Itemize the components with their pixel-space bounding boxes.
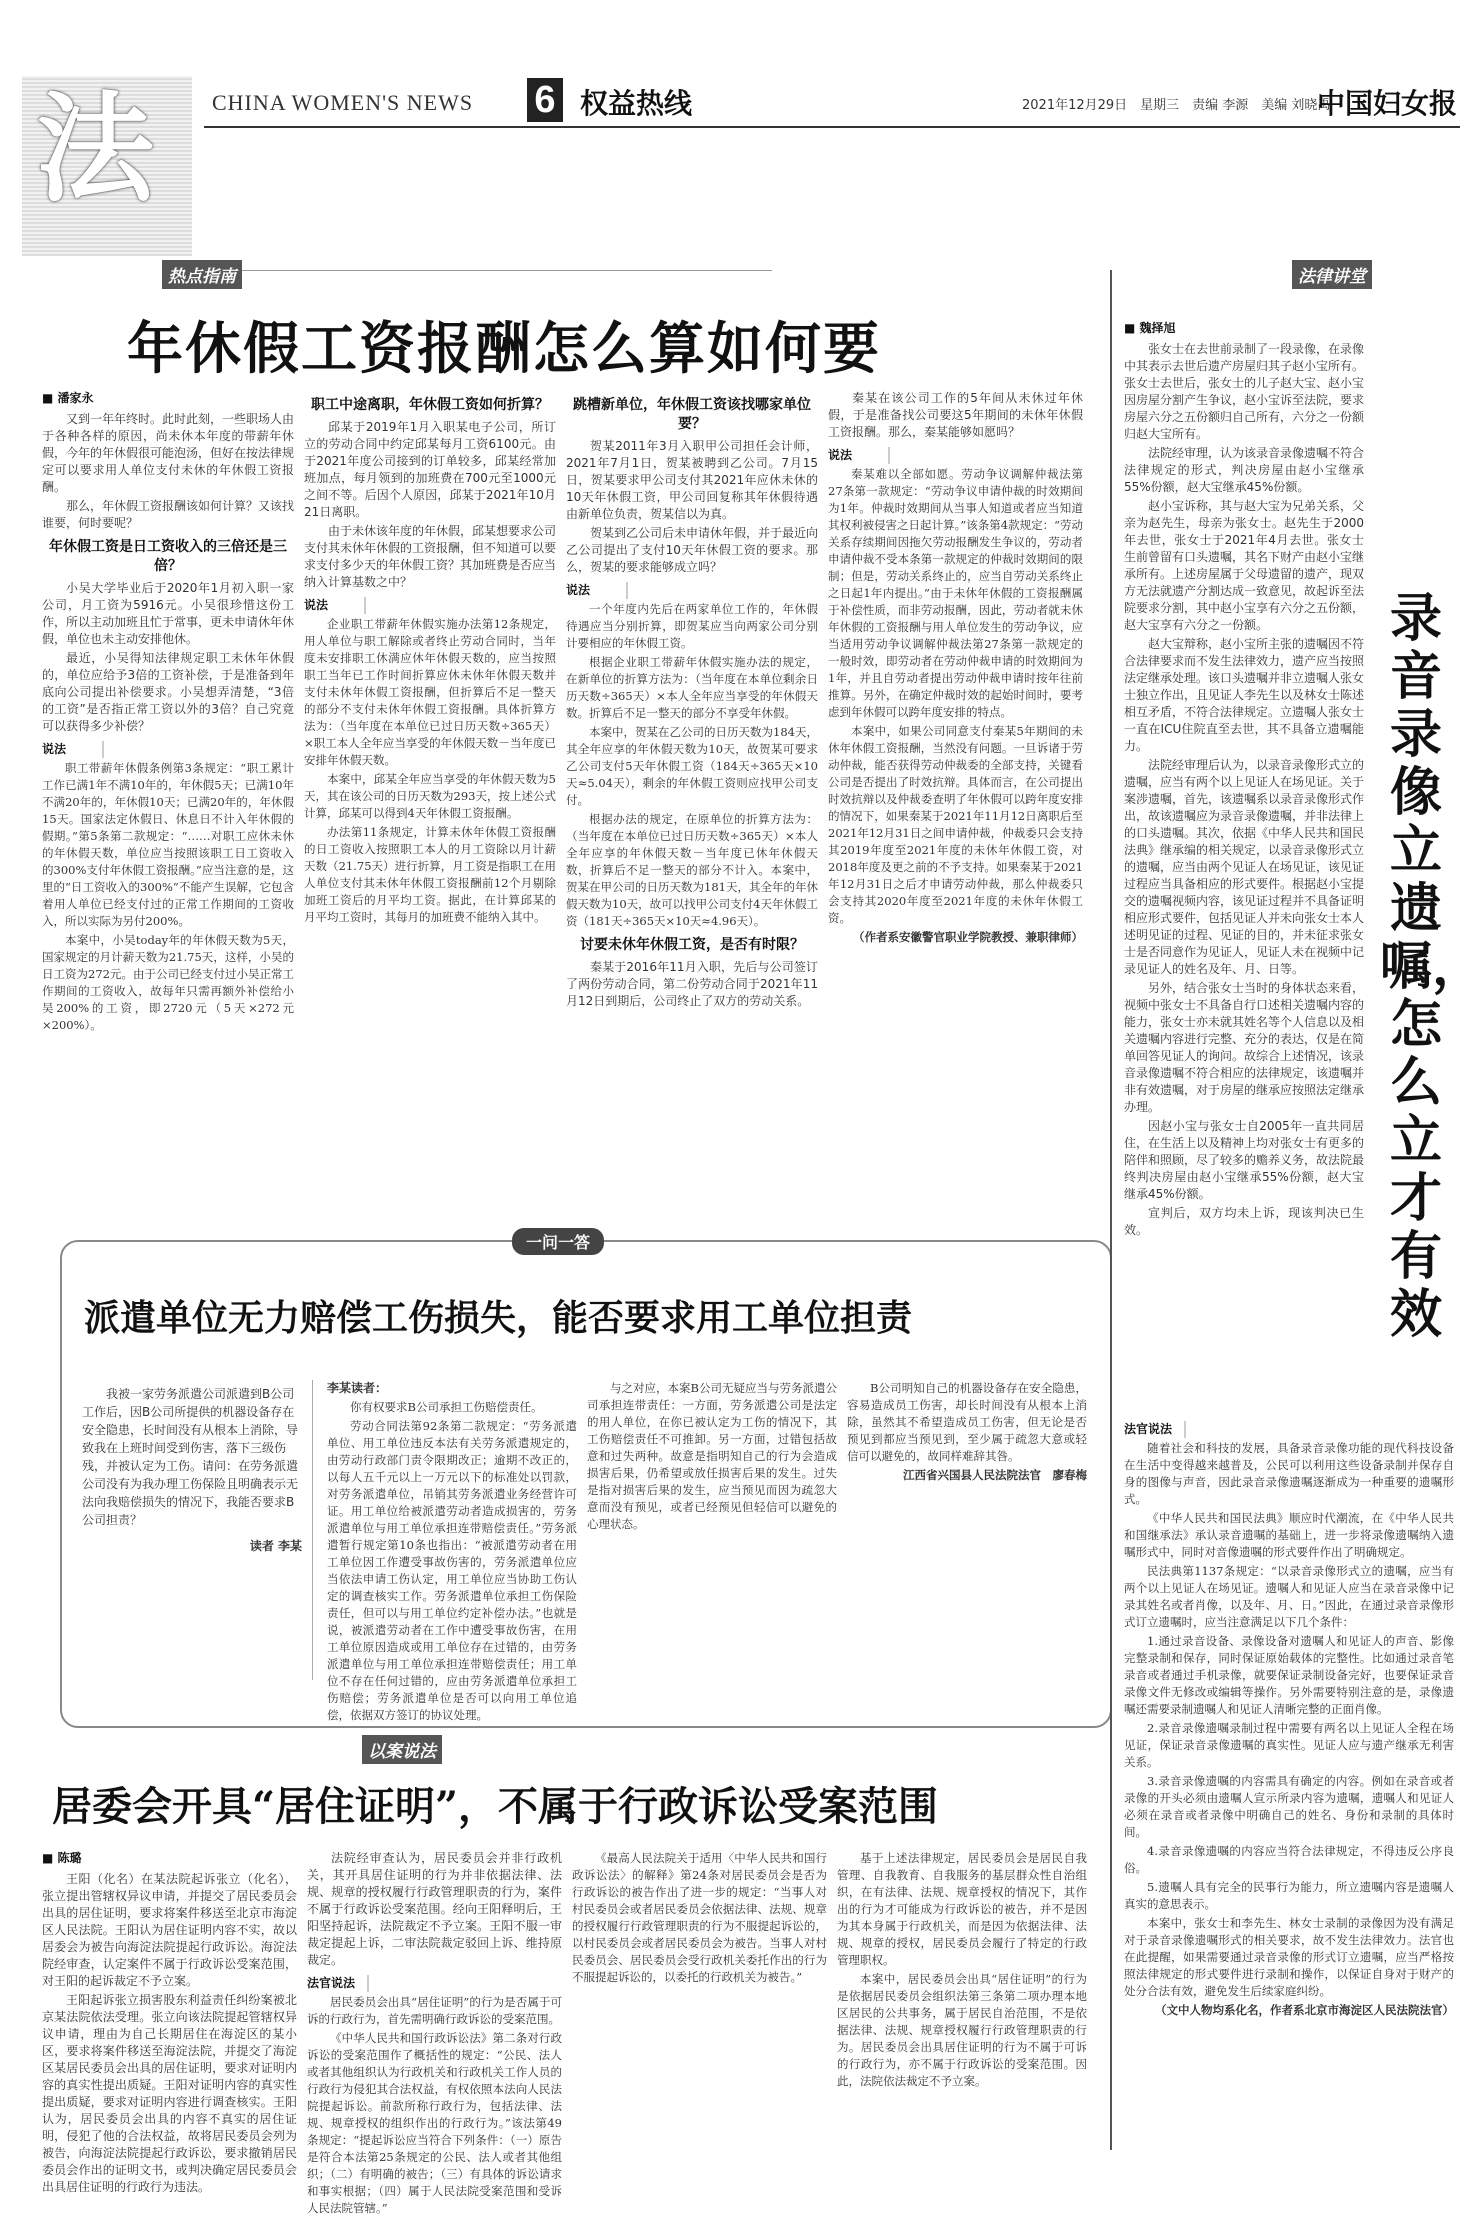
article2-col2 (587, 1380, 837, 1710)
article2-credit: 江西省兴国县人民法院法官 廖春梅 (903, 1468, 1087, 1482)
say-para: 民法典第1137条规定：“以录音录像形式立的遗嘱，应当有两个以上见证人在场见证。遗嘱人和见证人应当在录音录像中记录其姓名或者肖像，以及年、月、日。”因此，在通过录音录像形式订立遗嘱时，应当注意满足以下几个条件： (1124, 1564, 1454, 1629)
body-para: 宣判后，双方均未上诉，现该判决已生效。 (1124, 1206, 1364, 1237)
say-para: 秦某难以全部如愿。劳动争议调解仲裁法第27条第一款规定：“劳动争议申请仲裁的时效期间为1年。仲裁时效期间从当事人知道或者应当知道其权利被侵害之日起计算。”该条第4款规定：“劳动关系存续期间因拖欠劳动报酬发生争议的，劳动者申请仲裁不受本条第一款规定的仲裁时效期间的限制；但是，劳动关系终止的，应当自劳动关系终止之日起1年内提出。”由于未休年休假的工资报酬属于补偿性质，而非劳动报酬，因此，劳动者就未休年休假的工资报酬与用人单位发生的劳动争议，应当适用劳动争议调解仲裁法第27条第一款规定的一般时效，即劳动者在劳动仲裁申请的时效期间为1年，并且自劳动者提出劳动仲裁申请时按年往前推算。另外，在确定仲裁时效的起始时间时，要考虑到年休假可以跨年度安排的特点。 (828, 467, 1083, 719)
qa-divider (312, 1380, 313, 1680)
article3-tag: 以案说法 (362, 1735, 442, 1764)
say-para: 本案中，邱某全年应当享受的年休假天数为5天，其在该公司的日历天数为293天，按上述公式计算，邱某可以得到4天年休假工资报酬。 (304, 772, 556, 820)
article2-tag: 一问一答 (512, 1228, 604, 1255)
article2-col3 (847, 1380, 1087, 1710)
body-para: 赵大宝辩称，赵小宝所主张的遗嘱因不符合法律要求而不发生法律效力，遗产应当按照法定继承处理。该口头遗嘱并非立遗嘱人张女士独立作出，且见证人李先生以及林女士陈述相互矛盾，不符合法律规定。立遗嘱人张女士一直在ICU住院直至去世，其不具备立遗嘱能力。 (1124, 637, 1365, 753)
letter-text: 我被一家劳务派遣公司派遣到B公司工作后，因B公司所提供的机器设备存在安全隐患，长时间没有从根本上消除，导致我在上班时间受到伤害，落下三级伤残，并被认定为工伤。请问：在劳务派遣公司没有为我办理工伤保险且明确表示无法向我赔偿损失的情况下，我能否要求B公司担责？ (82, 1387, 299, 1527)
say-para: 本案中，居民委员会出具“居住证明”的行为是依据居民委员会组织法第三条第二项办理本地区居民的公共事务，属于居民自治范围，不是依据法律、法规、规章授权履行行政管理职责的行为。居民委员会出具居住证明的行为不属于可诉的行政行为，亦不属于行政诉讼的受案范围。因此，法院依法裁定不予立案。 (837, 1972, 1087, 2088)
article3-col1 (42, 1850, 297, 2194)
article4-title: 录音录像立遗嘱，怎么立才有效 (1380, 588, 1484, 1345)
article1-col1 (42, 390, 294, 1220)
subhead-s1: 年休假工资是日工资收入的三倍还是三倍？ (49, 539, 287, 574)
article4-author: ■ 魏择旭 (1124, 321, 1176, 335)
body-para: 秦某于2016年11月入职，先后与公司签订了两份劳动合同，第二份劳动合同于2021年11月12日到期后，公司终止了双方的劳动关系。 (566, 960, 818, 1008)
body-para: 小吴大学毕业后于2020年1月初入职一家公司，月工资为5916元。小吴很珍惜这份工作，所以主动加班且忙于常事，更未申请休年休假，单位也未主动安排他休。 (42, 581, 295, 646)
article1-author: ■ 潘家永 (42, 391, 94, 405)
section-title: 权益热线 (580, 87, 693, 120)
article3-col3 (572, 1850, 827, 2150)
say-para: 2.录音录像遗嘱录制过程中需要有两名以上见证人全程在场见证，保证录音录像遗嘱的真实性。见证人应与遗产继承无利害关系。 (1124, 1721, 1454, 1769)
say-label: 说法 (566, 582, 818, 599)
article1-col3 (566, 390, 818, 1220)
say-para: 1.通过录音设备、录像设备对遗嘱人和见证人的声音、影像完整录制和保存，同时保证原始载体的完整性。比如通过录音笔录音或者通过手机录像，就要保证录制设备完好，也要保证录音录像文件无修改或编辑等操作。另外需要特别注意的是，录像遗嘱还需要录制遗嘱人和见证人清晰完整的正面肖像。 (1124, 1634, 1454, 1716)
say-para: 本案中，小吴today年的年休假天数为5天，国家规定的月计薪天数为21.75天，这样，小吴的日工资为272元。由于公司已经支付过小吴正常工作期间的工资收入，故每年只需再额外补偿给小吴200%的工资，即2720元（5天×272元×200%）。 (42, 933, 294, 1032)
say-para: 5.遗嘱人具有完全的民事行为能力，所立遗嘱内容是遗嘱人真实的意思表示。 (1124, 1880, 1454, 1911)
say-para: 根据企业职工带薪年休假实施办法的规定，在新单位的折算方法为：（当年度在本单位剩余日历天数÷365天）×本人全年应当享受的年休假天数。折算后不足一整天的部分不享受年休假。 (566, 655, 818, 720)
say-para: 企业职工带薪年休假实施办法第12条规定，用人单位与职工解除或者终止劳动合同时，当年度未安排职工休满应休年休假天数的，应当按照职工当年已工作时间折算应休未休年休假天数并支付未休年休假工资报酬，但折算后不足一整天的部分不支付未休年休假工资报酬。具体折算方法为：（当年度在本单位已过日历天数÷365天）×职工本人全年应当享受的年休假天数－当年度已安排年休假天数。 (304, 617, 556, 767)
say-para: 基于上述法律规定，居民委员会是居民自我管理、自我教育、自我服务的基层群众性自治组织，在有法律、法规、规章授权的情况下，其作出的行为才可能成为行政诉讼的被告，并不是因为其本身属于行政机关，而是因为依据法律、法规、规章的授权，居民委员会履行了特定的行政管理职权。 (837, 1851, 1087, 1967)
say-para: 3.录音录像遗嘱的内容需具有确定的内容。例如在录音或者录像的开头必须由遗嘱人宣示所录内容为遗嘱，遗嘱人和见证人必须在录音或者录像中明确自己的姓名、身份和录制的具体时间。 (1124, 1774, 1454, 1839)
subhead-s4: 讨要未休年休假工资，是否有时限？ (580, 937, 804, 953)
say-para: 《最高人民法院关于适用〈中华人民共和国行政诉讼法〉的解释》第24条对居民委员会是否为行政诉讼的被告作出了进一步的规定：“当事人对村民委员会或者居民委员会依据法律、法规、规章的授权履行行政管理职责的行为不服提起诉讼的，以村民委员会或者居民委员会为被告。当事人对村民委员会、居民委员会受行政机关委托作出的行为不服提起诉讼的，以委托的行政机关为被告。” (572, 1851, 827, 1984)
body-para: 最近，小吴得知法律规定职工未休年休假的，单位应给予3倍的工资补偿，于是准备到年底向公司提出补偿要求。小吴想弄清楚，“3倍的工资”是否指正常工资以外的3倍？自己究竟可以获得多少补偿？ (42, 651, 294, 733)
reply-para: 你有权要求B公司承担工伤赔偿责任。 (350, 1400, 543, 1414)
reply-para: B公司明知自己的机器设备存在安全隐患，容易造成员工伤害，却长时间没有从根本上消除，虽然其不希望造成员工伤害，但无论是否预见到都应当预见到，至少属于疏忽大意或轻信可以避免的，故同样难辞其咎。 (847, 1381, 1087, 1463)
say-para: 职工带薪年休假条例第3条规定：“职工累计工作已满1年不满10年的，年休假5天；已满10年不满20年的，年休假10天；已满20年的，年休假15天。国家法定休假日、休息日不计入年休假的假期。”第5条第二款规定：“……对职工应休未休的年休假天数，单位应当按照该职工日工资收入的300%支付年休假工资报酬。”应当注意的是，这里的“日工资收入的300%”不能产生误解，它包含着用人单位已经支付过的正常工作期间的工资收入，所以实际为另付200%。 (42, 761, 294, 928)
say-para: 本案中，张女士和李先生、林女士录制的录像因为没有满足对于录音录像遗嘱形式的相关要求，故不发生法律效力。法官也在此提醒，如果需要通过录音录像的形式订立遗嘱，应当严格按照法律规定的形式要件进行录制和操作，以保证自身对于财产的处分合法有效，避免发生后续家庭纠纷。 (1124, 1916, 1454, 1998)
article1-tag: 热点指南 (162, 260, 242, 289)
say-label: 法官说法 (307, 1975, 562, 1992)
say-para: 本案中，如果公司同意支付秦某5年期间的未休年休假工资报酬，当然没有问题。一旦诉诸于劳动仲裁，能否获得劳动仲裁委的全部支持，关键看公司是否提出了时效抗辩。具体而言，在公司提出时效抗辩以及仲裁委查明了年休假可以跨年度安排的情况下，如果秦某于2021年11月12日离职后至2021年12月31日之间申请仲裁，仲裁委只会支持其2019年度至2021年度的未休年休假工资，对2018年度及更之前的不予支持。如果秦某于2021年12月31日之后才申请劳动仲裁，那么仲裁委只会支持其2020年度至2021年度的未休年休假工资。 (828, 724, 1083, 925)
article1-title: 年休假工资报酬怎么算如何要 (127, 316, 881, 382)
body-para: 张女士在去世前录制了一段录像，在录像中其表示去世后遗产房屋归其子赵小宝所有。张女士去世后，张女士的儿子赵大宝、赵小宝因房屋分割产生争议，赵小宝诉至法院，要求房屋六分之五份额归自己所有，六分之一份额归赵大宝所有。 (1124, 342, 1365, 441)
say-label: 法官说法 (1124, 1421, 1454, 1438)
body-para: 由于未休该年度的年休假，邱某想要求公司支付其未休年休假的工资报酬，但不知道可以要求支付多少天的年休假工资？其加班费是否应当纳入计算基数之中？ (304, 524, 557, 589)
reply-salutation: 李某读者： (327, 1381, 388, 1395)
body-para: 赵小宝诉称，其与赵大宝为兄弟关系，父亲为赵先生，母亲为张女士。赵先生于2000年去世，张女士于2021年4月去世。张女士生前曾留有口头遗嘱，其名下财产由赵小宝继承所有。上述房屋属于父母遗留的遗产，现双方无法就遗产分割达成一致意见，故起诉至法院要求分割，其中赵小宝享有六分之五份额，赵大宝享有六分之一份额。 (1124, 499, 1365, 632)
say-label: 说法 (828, 447, 1083, 464)
subhead-s2: 职工中途离职，年休假工资如何折算？ (311, 397, 549, 413)
paper-name-en: CHINA WOMEN'S NEWS (212, 90, 474, 115)
article2-col1 (327, 1380, 577, 1722)
letter-signature: 读者 李某 (249, 1539, 302, 1553)
article4-credit: （文中人物均系化名，作者系北京市海淀区人民法院法官） (1155, 2003, 1454, 2017)
say-para: 《中华人民共和国民法典》顺应时代潮流，在《中华人民共和国继承法》承认录音遗嘱的基础上，进一步将录像遗嘱纳入遗嘱形式中，同时对音像遗嘱的形式要件作出了明确规定。 (1124, 1511, 1454, 1559)
reply-para: 与之对应，本案B公司无疑应当与劳务派遣公司承担连带责任：一方面，劳务派遣公司是法定的用人单位，在你已被认定为工伤的情况下，其工伤赔偿责任不可推卸。另一方面，过错包括故意和过失两种。故意是指明知自己的行为会造成损害后果，仍希望或放任损害后果的发生。过失是指对损害后果的发生，应当预见而因为疏忽大意而没有预见，或者已经预见但轻信可以避免的心理状态。 (587, 1381, 837, 1531)
article4-col-lower (1124, 1415, 1454, 2155)
header-rule (204, 126, 1460, 128)
article1-col4 (828, 390, 1083, 1220)
body-para: 王阳（化名）在某法院起诉张立（化名），张立提出管辖权异议申请，并提交了居民委员会出具的居住证明，要求将案件移送至北京市海淀区人民法院。王阳认为居住证明内容不实，故以居委会为被告向海淀法院提起行政诉讼。海淀法院经审查，认定案件不属于行政诉讼受案范围，对王阳的起诉裁定不予立案。 (42, 1872, 297, 1988)
body-para: 秦某在该公司工作的5年间从未休过年休假，于是准备找公司要这5年期间的未休年休假工资报酬。那么，秦某能够如愿吗？ (828, 391, 1083, 439)
body-para: 贺某到乙公司后未申请休年假，并于最近向乙公司提出了支付10天年休假工资的要求。那么，贺某的要求能够成立吗？ (566, 526, 819, 574)
subhead-s3: 跳槽新单位，年休假工资该找哪家单位要？ (573, 397, 811, 432)
body-para: 法院经审理后认为，以录音录像形式立的遗嘱，应当有两个以上见证人在场见证。关于案涉遗嘱，首先，该遗嘱系以录音录像形式作出，故该遗嘱应为录音录像遗嘱，并非法律上的口头遗嘱。其次，依据《中华人民共和国民法典》继承编的相关规定，以录音录像形式立的遗嘱，应当由两个见证人在场见证，该见证过程应当具备相应的形式要件。根据赵小宝提交的遗嘱视频内容，该见证过程并不具备证明相应形式要件，包括见证人并未向张女士本人述明见证的过程、见证的目的，并未征求张女士是否同意作为见证人，见证人未在视频中记录见证人的姓名及年、月、日等。 (1124, 758, 1365, 976)
say-label: 说法 (42, 741, 294, 758)
say-para: 一个年度内先后在两家单位工作的，年休假待遇应当分别折算，即贺某应当向两家公司分别计要相应的年休假工资。 (566, 602, 818, 650)
say-para: 本案中，贺某在乙公司的日历天数为184天，其全年应享的年休假天数为10天，故贺某可要求乙公司支付5天年休假工资（184天÷365天×10天≈5.04天），剩余的年休假工资则应找甲公司支付。 (566, 725, 818, 807)
section-emblem (22, 76, 192, 256)
article2-title: 派遣单位无力赔偿工伤损失，能否要求用工单位担责 (84, 1297, 913, 1339)
say-para: 随着社会和科技的发展，具备录音录像功能的现代科技设备在生活中变得越来越普及，公民可以利用这些设备录制并保存自身的图像与声音，因此录音录像遗嘱逐渐成为一种重要的遗嘱形式。 (1124, 1441, 1454, 1506)
intro-para: 那么，年休假工资报酬该如何计算？又该找谁要，何时要呢？ (42, 499, 295, 530)
section-char: 法 (36, 79, 155, 218)
body-para: 王阳起诉张立损害股东利益责任纠纷案被北京某法院依法受理。张立向该法院提起管辖权异议申请，理由为自己长期居住在海淀区的某小区，要求将案件移送至海淀法院，并提交了海淀区某居民委员会出具的居住证明，要求对证明内容的真实性提出质疑。王阳对证明内容的真实性提出质疑，要求对证明内容进行调查核实。王阳认为，居民委员会出具的内容不真实的居住证明，侵犯了他的合法权益，故将居民委员会列为被告，向海淀法院提起行政诉讼，要求撤销居民委员会作出的证明文书，或判决确定居民委员会出具居住证明的行政行为违法。 (42, 1993, 297, 2194)
article3-col2 (307, 1850, 562, 2215)
article3-author: ■ 陈璐 (42, 1851, 82, 1865)
body-para: 法院经审查认为，居民委员会并非行政机关，其开具居住证明的行为并非依据法律、法规、规章的授权履行行政管理职责的行为，案件不属于行政诉讼受案范围。经向王阳释明后，王阳坚持起诉，法院裁定不予立案。王阳不服一审裁定提起上诉，二审法院裁定驳回上诉、维持原裁定。 (307, 1851, 562, 1967)
say-label: 说法 (304, 597, 556, 614)
tag-rule (242, 270, 772, 271)
newspaper-page (12, 70, 1484, 2215)
article1-credit: （作者系安徽警官职业学院教授、兼职律师） (853, 930, 1083, 944)
say-para: 4.录音录像遗嘱的内容应当符合法律规定，不得违反公序良俗。 (1124, 1844, 1454, 1875)
article3-col4 (837, 1850, 1087, 2150)
article4-tag: 法律讲堂 (1292, 260, 1372, 289)
reply-para: 劳动合同法第92条第二款规定：“劳务派遣单位、用工单位违反本法有关劳务派遣规定的，由劳动行政部门责令限期改正；逾期不改正的，以每人五千元以上一万元以下的标准处以罚款，对劳务派遣单位，吊销其劳务派遣业务经营许可证。用工单位给被派遣劳动者造成损害的，劳务派遣单位与用工单位承担连带赔偿责任。”劳务派遣暂行规定第10条也指出：“被派遣劳动者在用工单位因工作遭受事故伤害的，劳务派遣单位应当依法申请工伤认定，用工单位应当协助工伤认定的调查核实工作。劳务派遣单位承担工伤保险责任，但可以与用工单位约定补偿办法。”也就是说，被派遣劳动者在工作中遭受事故伤害，在用工单位原因造成或用工单位存在过错的，由劳务派遣单位与用工单位承担连带赔偿责任；用工单位不存在任何过错的，应由劳务派遣单位承担工伤赔偿；劳务派遣单位是否可以向用工单位追偿，依据双方签订的协议处理。 (327, 1419, 577, 1722)
body-para: 邱某于2019年1月入职某电子公司，所订立的劳动合同中约定邱某每月工资6100元。由于2021年度公司接到的订单较多，邱某经常加班加点，每月领到的加班费在700元至1000元之间不等。后因个人原因，邱某于2021年10月21日离职。 (304, 420, 556, 519)
say-para: 《中华人民共和国行政诉讼法》第二条对行政诉讼的受案范围作了概括性的规定：“公民、法人或者其他组织认为行政机关和行政机关工作人员的行政行为侵犯其合法权益，有权依照本法向人民法院提起诉讼。前款所称行政行为，包括法律、法规、规章授权的组织作出的行政行为。”该法第49条规定：“提起诉讼应当符合下列条件：（一）原告是符合本法第25条规定的公民、法人或者其他组织；（二）有明确的被告；（三）有具体的诉讼请求和事实根据；（四）属于人民法院受案范围和受诉人民法院管辖。” (307, 2031, 562, 2215)
say-para: 根据办法的规定，在原单位的折算方法为：（当年度在本单位已过日历天数÷365天）×本人全年应享的年休假天数－当年度已休年休假天数，折算后不足一整天的部分不计入。本案中，贺某在甲公司的日历天数为181天，其全年的年休假天数为10天，故可以找甲公司支付4天年休假工资（181天÷365天×10天≈4.96天）。 (566, 812, 818, 928)
article1-col2 (304, 390, 556, 1220)
body-para: 因赵小宝与张女士自2005年一直共同居住，在生活上以及精神上均对张女士有更多的陪伴和照顾，尽了较多的赡养义务，故法院最终判决房屋由赵小宝继承55%份额，赵大宝继承45%份额。 (1124, 1119, 1365, 1201)
date-line: 2021年12月29日 星期三 责编 李源 美编 刘晓禹 (1022, 98, 1331, 113)
right-column-rule (1110, 270, 1112, 2150)
intro-para: 又到一年年终时。此时此刻，一些职场人由于各种各样的原因，尚未休本年度的带薪年休假，今年的年休假很可能泡汤，但好在按法律规定可以要求用人单位支付未休的年休假工资报酬。 (42, 412, 295, 494)
say-para: 居民委员会出具“居住证明”的行为是否属于可诉的行政行为，首先需明确行政诉讼的受案范围。 (307, 1995, 562, 2026)
body-para: 法院经审理，认为该录音录像遗嘱不符合法律规定的形式，判决房屋由赵小宝继承55%份额，赵大宝继承45%份额。 (1124, 446, 1365, 494)
page-number: 6 (527, 78, 563, 122)
say-para: 办法第11条规定，计算未休年休假工资报酬的日工资收入按照职工本人的月工资除以月计薪天数（21.75天）进行折算，月工资是指职工在用人单位支付其未休年休假工资报酬前12个月剔除加班工资后的月平均工资。据此，在计算邱某的月平均工资时，其每月的加班费不能纳入其中。 (304, 825, 556, 924)
paper-logo: 中国妇女报 (1317, 87, 1458, 120)
body-para: 贺某2011年3月入职甲公司担任会计师，2021年7月1日，贺某被聘到乙公司。7月15日，贺某要求甲公司支付其2021年应休未休的10天年休假工资，甲公司回复称其年休假待遇由新单位负责，贺某信以为真。 (566, 439, 818, 521)
article3-title: 居委会开具“居住证明”，不属于行政诉讼受案范围 (52, 1783, 939, 1830)
reader-letter (82, 1385, 302, 1555)
article4-col-upper (1124, 320, 1364, 1410)
body-para: 另外，结合张女士当时的身体状态来看，视频中张女士不具备自行口述相关遗嘱内容的能力，张女士亦未就其姓名等个人信息以及相关遗嘱内容进行完整、充分的表达，仅是在简单回答见证人的询问。故综合上述情况，该录音录像遗嘱不符合相应的法律规定，该遗嘱并非有效遗嘱，对于房屋的继承应按照法定继承办理。 (1124, 981, 1365, 1114)
